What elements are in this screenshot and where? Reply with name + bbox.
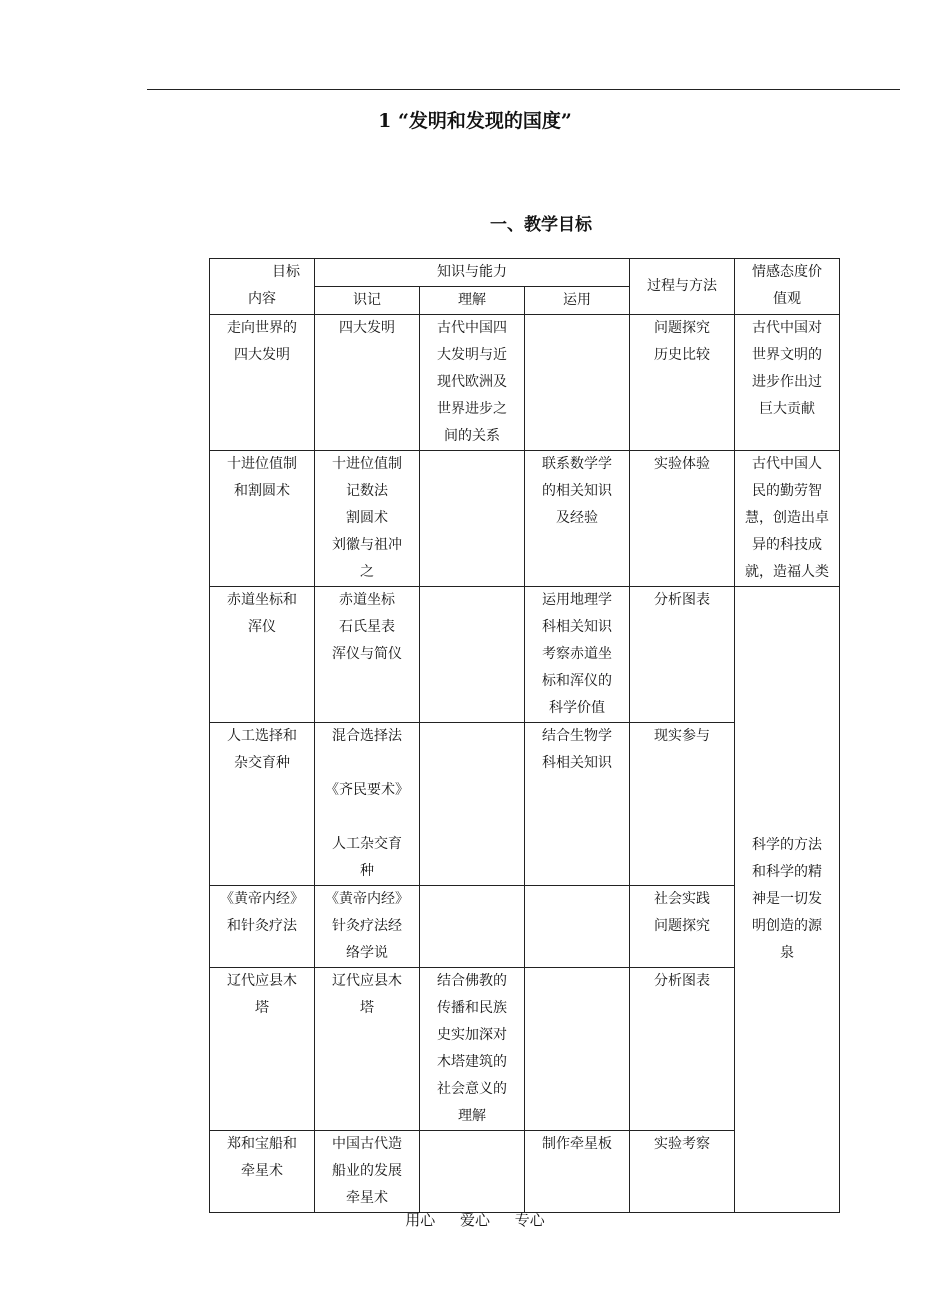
process-cell: 分析图表 — [630, 968, 735, 1131]
recall-cell: 中国古代造 船业的发展 牵星术 — [315, 1131, 420, 1213]
table-header-row — [210, 259, 840, 287]
apply-cell — [525, 968, 630, 1131]
section-heading: 一、教学目标 — [490, 215, 592, 235]
corner-label-content: 内容 — [248, 291, 276, 307]
understand-cell — [420, 587, 525, 723]
recall-header: 识记 — [315, 287, 420, 315]
apply-header: 运用 — [525, 287, 630, 315]
corner-cell — [210, 259, 315, 315]
recall-cell: 《黄帝内经》 针灸疗法经 络学说 — [315, 886, 420, 968]
understand-cell: 古代中国四 大发明与近 现代欧洲及 世界进步之 间的关系 — [420, 315, 525, 451]
understand-cell — [420, 886, 525, 968]
understand-header: 理解 — [420, 287, 525, 315]
header-rule — [147, 89, 900, 90]
content-cell: 走向世界的 四大发明 — [210, 315, 315, 451]
process-method-header: 过程与方法 — [630, 259, 735, 315]
content-cell: 辽代应县木 塔 — [210, 968, 315, 1131]
apply-cell: 联系数学学 的相关知识 及经验 — [525, 451, 630, 587]
recall-cell: 赤道坐标 石氏星表 浑仪与简仪 — [315, 587, 420, 723]
corner-label-goal: 目标 — [272, 264, 300, 280]
apply-cell: 制作牵星板 — [525, 1131, 630, 1213]
footer-word: 用心 — [405, 1211, 436, 1229]
process-cell: 实验体验 — [630, 451, 735, 587]
apply-cell — [525, 315, 630, 451]
process-cell: 分析图表 — [630, 587, 735, 723]
recall-cell: 混合选择法 《齐民要术》 人工杂交育 种 — [315, 723, 420, 886]
content-cell: 人工选择和 杂交育种 — [210, 723, 315, 886]
recall-cell: 十进位值制 记数法 割圆术 刘徽与祖冲 之 — [315, 451, 420, 587]
attitude-cell: 古代中国人 民的勤劳智 慧，创造出卓 异的科技成 就，造福人类 — [735, 451, 840, 587]
process-cell: 现实参与 — [630, 723, 735, 886]
apply-cell — [525, 886, 630, 968]
process-cell: 问题探究 历史比较 — [630, 315, 735, 451]
understand-cell — [420, 451, 525, 587]
recall-cell: 辽代应县木 塔 — [315, 968, 420, 1131]
attitude-cell: 古代中国对 世界文明的 进步作出过 巨大贡献 — [735, 315, 840, 451]
footer-word: 爱心 — [459, 1211, 490, 1229]
process-cell: 社会实践 问题探究 — [630, 886, 735, 968]
apply-cell: 运用地理学 科相关知识 考察赤道坐 标和浑仪的 科学价值 — [525, 587, 630, 723]
content-cell: 《黄帝内经》 和针灸疗法 — [210, 886, 315, 968]
content-cell: 赤道坐标和 浑仪 — [210, 587, 315, 723]
footer-word: 专心 — [514, 1211, 545, 1229]
understand-cell: 结合佛教的 传播和民族 史实加深对 木塔建筑的 社会意义的 理解 — [420, 968, 525, 1131]
recall-cell: 四大发明 — [315, 315, 420, 451]
table-row — [210, 315, 840, 451]
table-row — [210, 587, 840, 723]
knowledge-ability-header: 知识与能力 — [315, 259, 630, 287]
apply-cell: 结合生物学 科相关知识 — [525, 723, 630, 886]
table-row — [210, 451, 840, 587]
teaching-goals-table — [209, 258, 840, 1213]
page-title: 1 “发明和发现的国度” — [378, 110, 572, 132]
content-cell: 郑和宝船和 牵星术 — [210, 1131, 315, 1213]
process-cell: 实验考察 — [630, 1131, 735, 1213]
understand-cell — [420, 723, 525, 886]
page-footer — [0, 1209, 950, 1235]
understand-cell — [420, 1131, 525, 1213]
content-cell: 十进位值制 和割圆术 — [210, 451, 315, 587]
attitude-header: 情感态度价 值观 — [735, 259, 840, 315]
attitude-cell-merged: 科学的方法 和科学的精 神是一切发 明创造的源 泉 — [735, 587, 840, 1213]
